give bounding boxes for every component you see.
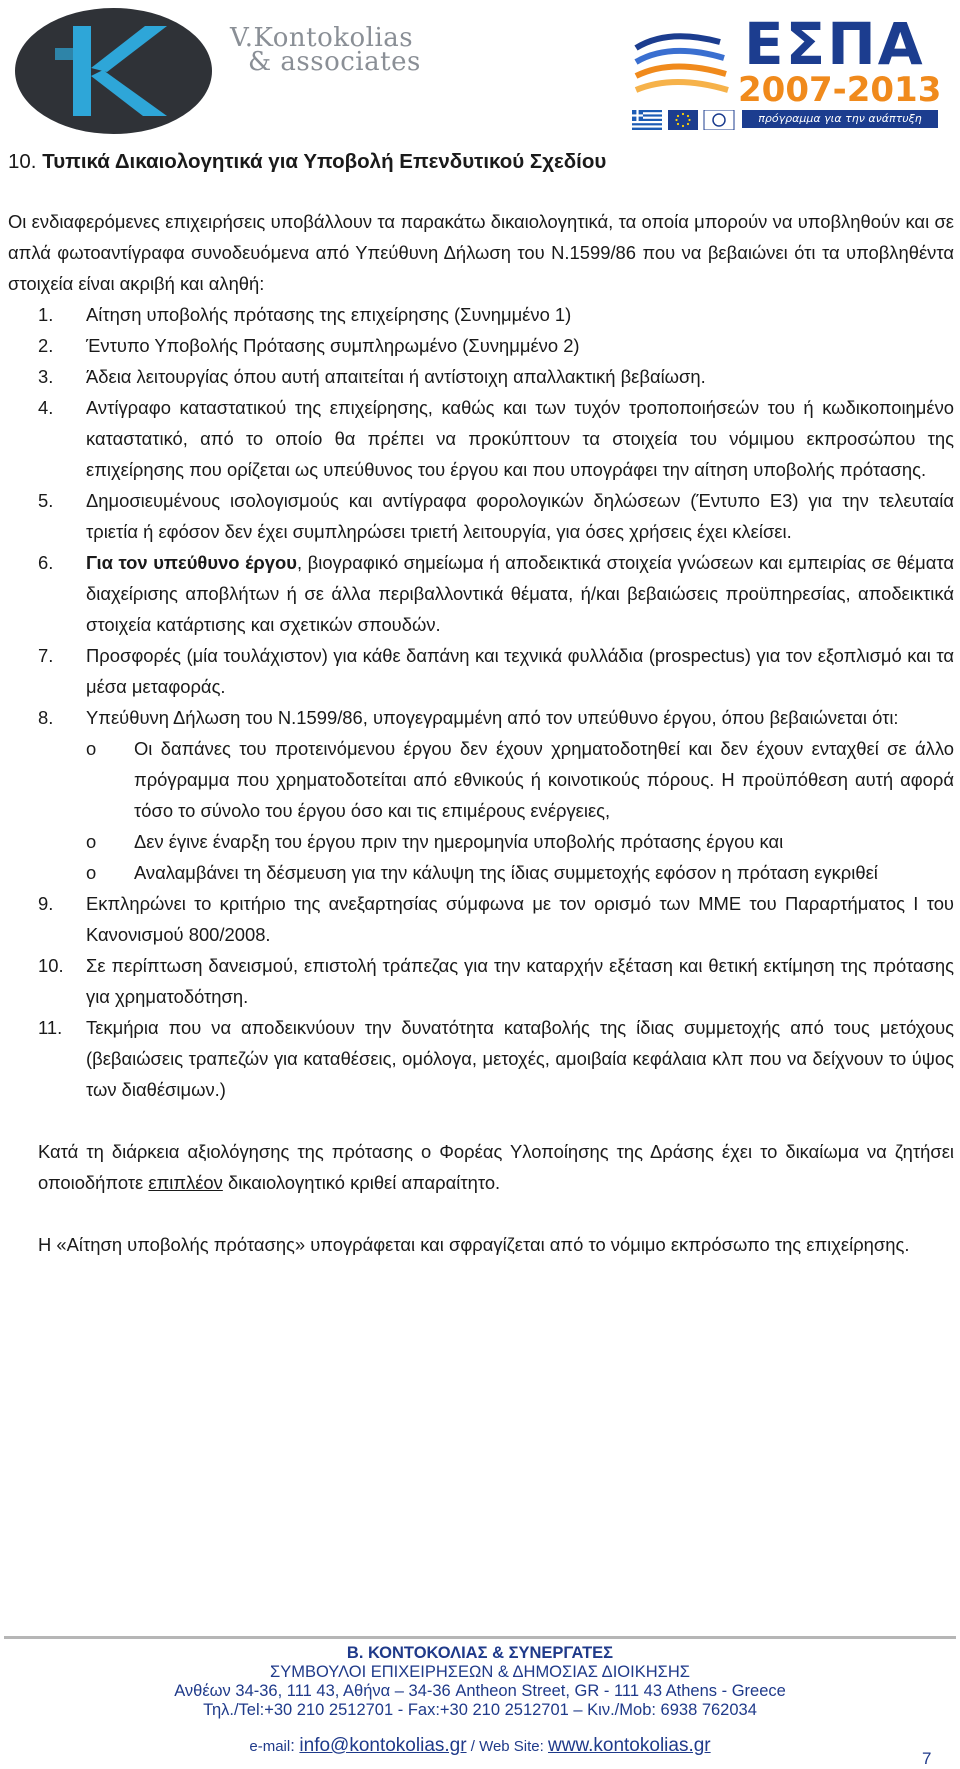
footer-subtitle: ΣΥΜΒΟΥΛΟΙ ΕΠΙΧΕΙΡΗΣΕΩΝ & ΔΗΜΟΣΙΑΣ ΔΙΟΙΚΗΣΗΣ [270,1663,690,1681]
bullet-icon: o [86,831,97,852]
item-text: Σε περίπτωση δανεισμού, επιστολή τράπεζας για την καταρχήν εξέταση και θετική εκτίμηση της πρότασης για χρηματοδότηση. [86,955,954,1007]
section-number: 10. [8,150,37,173]
section-title: Τυπικά Δικαιολογητικά για Υποβολή Επενδυτικού Σχεδίου [42,150,607,173]
item-text: Προσφορές (μία τουλάχιστον) για κάθε δαπάνη και τεχνικά φυλλάδια (prospectus) για τον εξοπλισμό και τα μέσα μεταφοράς. [86,645,954,697]
company-logo-text [230,23,470,77]
sub-item-text: Αναλαμβάνει τη δέσμευση για την κάλυψη της ίδιας συμμετοχής εφόσον η πρόταση εγκριθεί [134,862,878,883]
list-item [38,1012,954,1105]
espa-logo [632,10,948,134]
section-heading [8,146,954,178]
footer-divider [4,1636,956,1639]
item-number: 9. [38,893,54,914]
footer-contacts [0,1736,960,1756]
company-logo-line1: V.Kontokolias [230,23,414,53]
bullet-icon: o [86,862,97,883]
sub-item-text: Δεν έγινε έναρξη του έργου πριν την ημερομηνία υποβολής πρότασης έργου και [134,831,784,852]
item-number: 11. [38,1017,63,1038]
list-item [38,950,954,1012]
espa-wordmark: ΕΣΠΑ [744,10,925,78]
item-bold-lead: Για τον υπεύθυνο έργου [86,552,297,573]
sub-list-item [86,826,954,857]
footer-company-name: Β. ΚΟΝΤΟΚΟΛΙΑΣ & ΣΥΝΕΡΓΑΤΕΣ [346,1644,614,1662]
item-number: 6. [38,552,54,573]
item-number: 1. [38,304,54,325]
company-logo-line2: & associates [248,47,421,77]
list-item [38,702,954,888]
item-text: Αντίγραφο καταστατικού της επιχείρησης, καθώς και των τυχόν τροποποιήσεών του ή κωδικοποιημένο καταστατικό, από το οποίο θα πρέπει να προκύπτουν τα στοιχεία του νόμιμου εκπροσώπου της επιχείρησης που ορίζεται ως υπεύθυνος του έργου και που υπογράφει την αίτηση υποβολής πρότασης. [86,397,954,480]
closing-paragraph-2: Η «Αίτηση υποβολής πρότασης» υπογράφεται και σφραγίζεται από το νόμιμο εκπρόσωπο της επιχείρησης. [38,1234,910,1255]
greek-eu-flags-icon [632,110,736,130]
item-number: 4. [38,397,54,418]
item-text: Τεκμήρια που να αποδεικνύουν την δυνατότητα καταβολής της ίδιας συμμετοχής από τους μετόχους (βεβαιώσεις τραπεζών για καταθέσεις, ομόλογα, μετοχές, αμοιβαία κεφάλαια κλπ που να δείχνουν το ύψος των διαθέσιμων.) [86,1017,954,1100]
requirements-list [8,299,954,1105]
espa-years: 2007-2013 [738,70,942,110]
kontokolias-k-logo-icon [15,8,212,134]
page-footer [0,1644,960,1756]
item-text: Εκπληρώνει το κριτήριο της ανεξαρτησίας σύμφωνα με τον ορισμό των ΜΜΕ του Παραρτήματος Ι του Κανονισμού 800/2008. [86,893,954,945]
email-link[interactable]: info@kontokolias.gr [299,1735,467,1756]
closing1-text: Κατά τη διάρκεια αξιολόγησης της πρότασης ο Φορέας Υλοποίησης της Δράσης έχει το δικαίωμα να ζητήσει οποιοδήποτε [38,1141,954,1193]
list-item [38,888,954,950]
item-text: Έντυπο Υποβολής Πρότασης συμπληρωμένο (Συνημμένο 2) [86,335,580,356]
page-number: 7 [922,1749,932,1768]
list-item [38,640,954,702]
footer-address: Ανθέων 34-36, 111 43, Αθήνα – 34-36 Antheon Street, GR - 111 43 Athens - Greece [174,1682,786,1700]
website-link[interactable]: www.kontokolias.gr [548,1735,711,1756]
website-label: / Web Site: [466,1738,548,1755]
item-number: 7. [38,645,54,666]
sub-item-text: Οι δαπάνες του προτεινόμενου έργου δεν έχουν χρηματοδοτηθεί και δεν έχουν ενταχθεί σε άλλο πρόγραμμα που χρηματοδοτείται από εθνικούς ή κοινοτικούς πόρους. Η προϋπόθεση αυτή αφορά τόσο το σύνολο του έργου όσο και τις επιμέρους ενέργειες, [134,738,954,821]
email-colon: : [290,1737,295,1755]
espa-tagline: πρόγραμμα για την ανάπτυξη [742,110,938,128]
document-body [8,146,954,1260]
page-header [0,0,960,140]
item-number: 5. [38,490,54,511]
underlined-word: επιπλέον [148,1172,223,1193]
item-number: 10. [38,955,64,976]
item-text: , βιογραφικό σημείωμα ή αποδεικτικά στοιχεία γνώσεων και εμπειρίας σε θέματα διαχείρισης αποβλήτων ή σε άλλα περιβαλλοντικά θέματα, ή/και βεβαιώσεις προϋπηρεσίας, αποδεικτικά στοιχεία κατάρτισης και σχετικών σπουδών. [86,552,954,635]
list-item [38,392,954,485]
sub-list [86,733,954,888]
item-text: Άδεια λειτουργίας όπου αυτή απαιτείται ή αντίστοιχη απαλλακτική βεβαίωση. [86,366,706,387]
footer-phones: Τηλ./Tel:+30 210 2512701 - Fax:+30 210 2512701 – Κιν./Mob: 6938 762034 [203,1701,757,1719]
list-item [38,547,954,640]
closing-paragraph-1 [8,1136,954,1198]
sub-list-item [86,857,954,888]
item-text: Υπεύθυνη Δήλωση του Ν.1599/86, υπογεγραμμένη από τον υπεύθυνο έργου, όπου βεβαιώνεται ότι: [86,707,899,728]
list-item [38,361,954,392]
bullet-icon: o [86,738,97,759]
espa-graphic-icon [628,18,738,108]
intro-paragraph: Οι ενδιαφερόμενες επιχειρήσεις υποβάλλουν τα παρακάτω δικαιολογητικά, τα οποία μπορούν να υποβληθούν και σε απλά φωτοαντίγραφα συνοδευόμενα από Υπεύθυνη Δήλωση του Ν.1599/86 που να βεβαιώνει ότι τα υποβληθέντα στοιχεία είναι ακριβή και αληθή: [8,211,954,294]
sub-list-item [86,733,954,826]
closing1-text-end: δικαιολογητικό κριθεί απαραίτητο. [222,1172,501,1193]
item-text: Αίτηση υποβολής πρότασης της επιχείρησης (Συνημμένο 1) [86,304,572,325]
email-label: e-mail [249,1738,291,1755]
item-number: 8. [38,707,54,728]
list-item [38,330,954,361]
item-number: 3. [38,366,54,387]
list-item [38,485,954,547]
item-number: 2. [38,335,54,356]
list-item [38,299,954,330]
item-text: Δημοσιευμένους ισολογισμούς και αντίγραφα φορολογικών δηλώσεων (Έντυπο Ε3) για την τελευταία τριετία ή εφόσον δεν έχει συμπληρώσει τριετή λειτουργία, για όσες χρήσεις έχει κλείσει. [86,490,954,542]
